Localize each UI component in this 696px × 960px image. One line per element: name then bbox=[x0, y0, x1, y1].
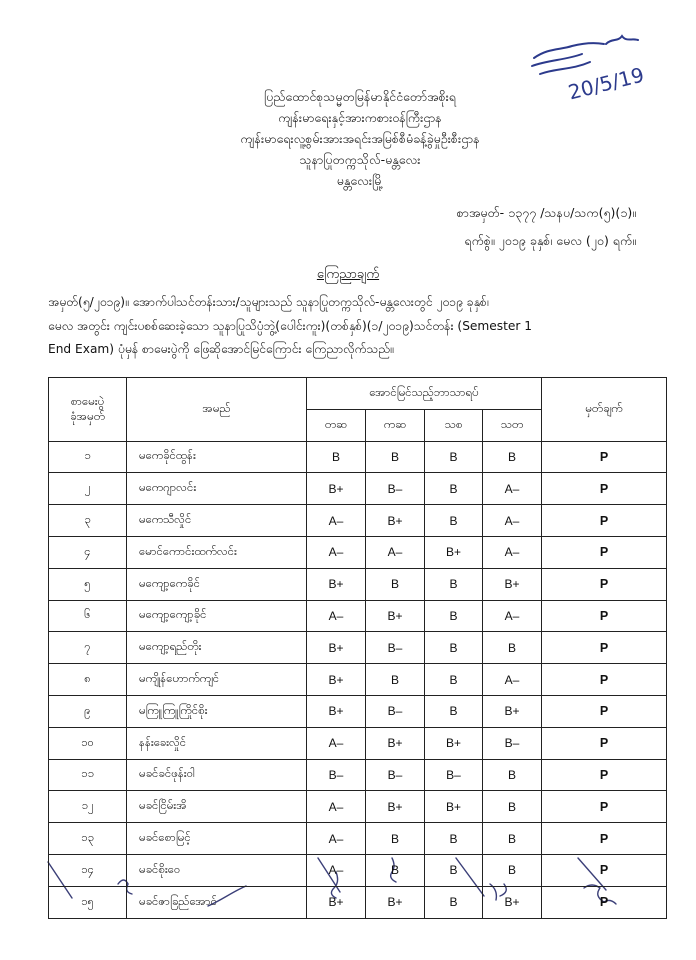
grade-subject-2-cell: B+ bbox=[366, 886, 425, 918]
table-row bbox=[49, 695, 667, 727]
grade-subject-4-cell: A– bbox=[483, 664, 542, 696]
table-row bbox=[49, 536, 667, 568]
grade-subject-2-cell: B+ bbox=[366, 505, 425, 537]
letterhead bbox=[200, 86, 520, 191]
grade-subject-1-cell: A– bbox=[307, 854, 366, 886]
table-row bbox=[49, 759, 667, 791]
grade-subject-3-cell: B bbox=[425, 823, 483, 855]
handwritten-date: 20/5/19 bbox=[565, 62, 647, 105]
grade-subject-4-cell: B bbox=[483, 759, 542, 791]
grade-subject-3-cell: B+ bbox=[425, 536, 483, 568]
grade-subject-4-cell: B+ bbox=[483, 886, 542, 918]
grade-subject-1-cell: B+ bbox=[307, 473, 366, 505]
header-subject-2: ကဆ bbox=[366, 409, 425, 441]
grade-subject-1-cell: B+ bbox=[307, 695, 366, 727]
grade-subject-1-cell: B+ bbox=[307, 632, 366, 664]
remark-cell: P bbox=[542, 727, 667, 759]
signature-mark bbox=[532, 36, 638, 74]
grade-subject-3-cell: B bbox=[425, 854, 483, 886]
remark-cell: P bbox=[542, 791, 667, 823]
letterhead-ministry: ကျန်းမာရေးနှင့်အားကစားဝန်ကြီးဌာန bbox=[278, 110, 442, 125]
header-subject-3: သစ bbox=[425, 409, 483, 441]
grade-subject-2-cell: A– bbox=[366, 536, 425, 568]
exam-number-cell: ၁၄ bbox=[49, 854, 127, 886]
grade-subject-4-cell: B– bbox=[483, 727, 542, 759]
announcement-line-1: အမှတ်(၅/၂၀၁၉)။ အောက်ပါသင်တန်းသား/သူများသည် သူနာပြုတက္ကသိုလ်-မန္တလေးတွင် ၂၀၁၉ ခုနှစ်၊ bbox=[48, 295, 489, 309]
exam-number-cell: ၂ bbox=[49, 473, 127, 505]
student-name-cell: မခင်စိုးဝေ bbox=[127, 854, 307, 886]
letter-date: ရက်စွဲ။ ၂၀၁၉ ခုနှစ်၊ မေလ (၂၀) ရက်။ bbox=[464, 233, 636, 248]
letterhead-city: မန္တလေးမြို့ bbox=[336, 173, 384, 188]
table-row bbox=[49, 727, 667, 759]
grade-subject-3-cell: B bbox=[425, 886, 483, 918]
grade-subject-4-cell: B bbox=[483, 854, 542, 886]
remark-cell: P bbox=[542, 473, 667, 505]
grade-subject-3-cell: B+ bbox=[425, 791, 483, 823]
grade-subject-1-cell: A– bbox=[307, 727, 366, 759]
grade-subject-3-cell: B bbox=[425, 505, 483, 537]
grade-subject-2-cell: B bbox=[366, 568, 425, 600]
grade-subject-1-cell: A– bbox=[307, 505, 366, 537]
grade-subject-3-cell: B+ bbox=[425, 727, 483, 759]
letterhead-department: ကျန်းမာရေးလူ့စွမ်းအားအရင်းအမြစ်စီမံခန့်ခွဲမှုဦးစီးဌာန bbox=[240, 131, 480, 146]
grade-subject-2-cell: B bbox=[366, 823, 425, 855]
student-name-cell: မကြူကြူကြိုင်စိုး bbox=[127, 695, 307, 727]
exam-number-cell: ၁၁ bbox=[49, 759, 127, 791]
student-name-cell: မကေသီလှိုင် bbox=[127, 505, 307, 537]
exam-number-cell: ၁၃ bbox=[49, 823, 127, 855]
grade-subject-4-cell: A– bbox=[483, 473, 542, 505]
grade-subject-1-cell: B bbox=[307, 441, 366, 473]
header-remark: မှတ်ချက် bbox=[542, 378, 667, 442]
grade-subject-1-cell: A– bbox=[307, 600, 366, 632]
table-row bbox=[49, 441, 667, 473]
exam-number-cell: ၁၅ bbox=[49, 886, 127, 918]
grade-subject-3-cell: B bbox=[425, 600, 483, 632]
grade-subject-1-cell: A– bbox=[307, 536, 366, 568]
grade-subject-4-cell: B bbox=[483, 823, 542, 855]
grade-subject-4-cell: B+ bbox=[483, 568, 542, 600]
grade-subject-1-cell: B– bbox=[307, 759, 366, 791]
table-row bbox=[49, 568, 667, 600]
student-name-cell: မခင်ခင်ဖုန်းဝါ bbox=[127, 759, 307, 791]
table-row bbox=[49, 854, 667, 886]
grade-subject-3-cell: B bbox=[425, 473, 483, 505]
results-table bbox=[48, 377, 667, 919]
remark-cell: P bbox=[542, 759, 667, 791]
header-subject-1: တဆ bbox=[307, 409, 366, 441]
header-passed-subjects: အောင်မြင်သည့်ဘာသာရပ် bbox=[307, 378, 542, 410]
header-exam-number-line1: စာမေးပွဲ bbox=[70, 394, 105, 409]
header-exam-number bbox=[49, 378, 127, 442]
grade-subject-1-cell: B+ bbox=[307, 664, 366, 696]
grade-subject-2-cell: B– bbox=[366, 473, 425, 505]
exam-number-cell: ၁၀ bbox=[49, 727, 127, 759]
remark-cell: P bbox=[542, 441, 667, 473]
student-name-cell: မကျိုန်ဟောက်ကျင် bbox=[127, 664, 307, 696]
grade-subject-3-cell: B bbox=[425, 441, 483, 473]
letter-number: စာအမှတ်- ၁၃၇၇ /သနပ/သက(၅)(၁)။ bbox=[456, 205, 636, 220]
exam-number-cell: ၅ bbox=[49, 568, 127, 600]
table-row bbox=[49, 632, 667, 664]
grade-subject-2-cell: B+ bbox=[366, 600, 425, 632]
table-row bbox=[49, 886, 667, 918]
student-name-cell: မကျော့ရည်တိုး bbox=[127, 632, 307, 664]
announcement-line-2: မေလ အတွင်း ကျင်းပစစ်ဆေးခဲ့သော သူနာပြုသိပ္ပံဘွဲ့(ပေါင်းကူး)(တစ်နှစ်)(၁/၂၀၁၉)သင်တန်း (Semester 1 bbox=[48, 318, 533, 333]
exam-number-cell: ၉ bbox=[49, 695, 127, 727]
table-row bbox=[49, 473, 667, 505]
table-header-row bbox=[49, 378, 667, 410]
table-row bbox=[49, 600, 667, 632]
grade-subject-2-cell: B bbox=[366, 441, 425, 473]
grade-subject-4-cell: B+ bbox=[483, 695, 542, 727]
letterhead-government: ပြည်ထောင်စုသမ္မတမြန်မာနိုင်ငံတော်အစိုးရ bbox=[264, 89, 456, 104]
grade-subject-2-cell: B+ bbox=[366, 727, 425, 759]
grade-subject-3-cell: B bbox=[425, 695, 483, 727]
announcement-text bbox=[48, 291, 662, 362]
student-name-cell: မောင်ကောင်းထက်လင်း bbox=[127, 536, 307, 568]
results-table-body bbox=[49, 441, 667, 918]
notice-title: ကြေညာချက် bbox=[316, 267, 380, 282]
grade-subject-4-cell: A– bbox=[483, 505, 542, 537]
exam-number-cell: ၁ bbox=[49, 441, 127, 473]
grade-subject-1-cell: A– bbox=[307, 823, 366, 855]
student-name-cell: မကျော့ကျော့ခိုင် bbox=[127, 600, 307, 632]
remark-cell: P bbox=[542, 632, 667, 664]
table-row bbox=[49, 505, 667, 537]
remark-cell: P bbox=[542, 600, 667, 632]
table-row bbox=[49, 823, 667, 855]
exam-number-cell: ၇ bbox=[49, 632, 127, 664]
remark-cell: P bbox=[542, 505, 667, 537]
student-name-cell: မကျော့ကေခိုင် bbox=[127, 568, 307, 600]
letterhead-university: သူနာပြုတက္ကသိုလ်-မန္တလေး bbox=[299, 152, 421, 167]
student-name-cell: မကေခိုင်ထွန်း bbox=[127, 441, 307, 473]
student-name-cell: မခင်ဇာခြည်အောင် bbox=[127, 886, 307, 918]
header-name: အမည် bbox=[127, 378, 307, 442]
exam-number-cell: ၄ bbox=[49, 536, 127, 568]
grade-subject-1-cell: A– bbox=[307, 791, 366, 823]
table-row bbox=[49, 664, 667, 696]
header-exam-number-line2: ခုံအမှတ် bbox=[70, 409, 105, 424]
grade-subject-3-cell: B bbox=[425, 632, 483, 664]
grade-subject-2-cell: B– bbox=[366, 632, 425, 664]
exam-number-cell: ၆ bbox=[49, 600, 127, 632]
grade-subject-1-cell: B+ bbox=[307, 568, 366, 600]
remark-cell: P bbox=[542, 823, 667, 855]
grade-subject-4-cell: A– bbox=[483, 600, 542, 632]
grade-subject-2-cell: B– bbox=[366, 759, 425, 791]
grade-subject-3-cell: B– bbox=[425, 759, 483, 791]
grade-subject-4-cell: B bbox=[483, 441, 542, 473]
remark-cell: P bbox=[542, 886, 667, 918]
remark-cell: P bbox=[542, 568, 667, 600]
remark-cell: P bbox=[542, 664, 667, 696]
exam-number-cell: ၃ bbox=[49, 505, 127, 537]
student-name-cell: မခင်ငြိမ်းအိ bbox=[127, 791, 307, 823]
remark-cell: P bbox=[542, 854, 667, 886]
table-row bbox=[49, 791, 667, 823]
grade-subject-2-cell: B– bbox=[366, 695, 425, 727]
grade-subject-4-cell: A– bbox=[483, 536, 542, 568]
student-name-cell: နန်းခေးလှိုင် bbox=[127, 727, 307, 759]
exam-number-cell: ၁၂ bbox=[49, 791, 127, 823]
grade-subject-3-cell: B bbox=[425, 568, 483, 600]
grade-subject-2-cell: B+ bbox=[366, 791, 425, 823]
grade-subject-4-cell: B bbox=[483, 632, 542, 664]
grade-subject-2-cell: B bbox=[366, 664, 425, 696]
grade-subject-1-cell: B+ bbox=[307, 886, 366, 918]
remark-cell: P bbox=[542, 695, 667, 727]
grade-subject-4-cell: B bbox=[483, 791, 542, 823]
remark-cell: P bbox=[542, 536, 667, 568]
grade-subject-3-cell: B bbox=[425, 664, 483, 696]
header-subject-4: သတ bbox=[483, 409, 542, 441]
announcement-line-3: End Exam) ပုံမှန် စာမေးပွဲကို ဖြေဆိုအောင်မြင်ကြောင်း ကြေညာလိုက်သည်။ bbox=[48, 342, 394, 356]
student-name-cell: မကေဂျာလင်း bbox=[127, 473, 307, 505]
student-name-cell: မခင်စောမြင့် bbox=[127, 823, 307, 855]
exam-number-cell: ၈ bbox=[49, 664, 127, 696]
grade-subject-2-cell: B bbox=[366, 854, 425, 886]
